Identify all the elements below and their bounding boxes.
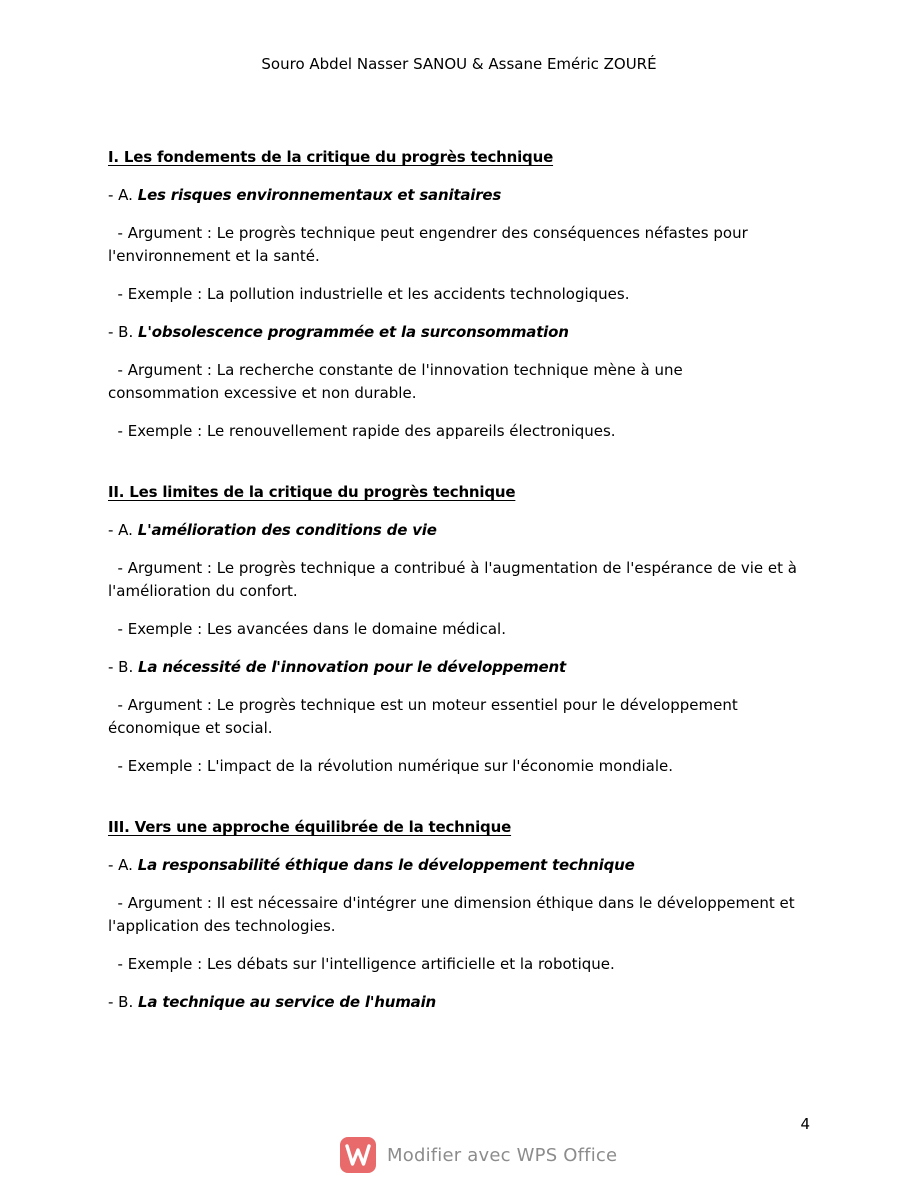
example-paragraph: - Exemple : Le renouvellement rapide des appareils électroniques. — [108, 422, 616, 440]
section-1 — [108, 146, 798, 443]
subsection-title: L'obsolescence programmée et la surconsommation — [138, 323, 569, 341]
subsection-prefix: - B. — [108, 323, 139, 341]
subsection-heading — [108, 656, 798, 679]
argument-paragraph: - Argument : La recherche constante de l'innovation technique mène à une consommation excessive et non durable. — [108, 361, 688, 402]
section-title: I. Les fondements de la critique du progrès technique — [108, 148, 554, 166]
section-3 — [108, 816, 798, 1014]
argument-paragraph: - Argument : Le progrès technique peut engendrer des conséquences néfastes pour l'environnement et la santé. — [108, 224, 753, 265]
example-paragraph: - Exemple : Les débats sur l'intelligence artificielle et la robotique. — [108, 955, 615, 973]
example-paragraph: - Exemple : Les avancées dans le domaine médical. — [108, 620, 506, 638]
page-number: 4 — [800, 1115, 810, 1133]
subsection-title: La technique au service de l'humain — [138, 993, 436, 1011]
example-paragraph: - Exemple : La pollution industrielle et les accidents technologiques. — [108, 285, 630, 303]
argument-paragraph: - Argument : Le progrès technique a contribué à l'augmentation de l'espérance de vie et à l'amélioration du confort. — [108, 559, 802, 600]
subsection-title: La responsabilité éthique dans le développement technique — [137, 856, 635, 874]
argument-paragraph: - Argument : Le progrès technique est un moteur essentiel pour le développement économique et social. — [108, 696, 743, 737]
subsection-heading — [108, 854, 798, 877]
subsection-title: Les risques environnementaux et sanitaires — [137, 186, 502, 204]
wps-logo-icon — [340, 1137, 376, 1173]
subsection-heading — [108, 519, 798, 542]
subsection-title: L'amélioration des conditions de vie — [137, 521, 437, 539]
wps-edit-badge[interactable] — [340, 1137, 617, 1173]
argument-paragraph: - Argument : Il est nécessaire d'intégrer une dimension éthique dans le développement et l'application des technologies. — [108, 894, 800, 935]
subsection-prefix: - B. — [108, 993, 139, 1011]
subsection-prefix: - B. — [108, 658, 139, 676]
section-title: II. Les limites de la critique du progrès technique — [108, 483, 516, 501]
wps-badge-label: Modifier avec WPS Office — [387, 1144, 618, 1166]
document-body — [108, 146, 802, 1029]
subsection-heading — [108, 991, 798, 1014]
section-2 — [108, 481, 802, 778]
subsection-heading — [108, 321, 798, 344]
subsection-title: La nécessité de l'innovation pour le développement — [138, 658, 566, 676]
example-paragraph: - Exemple : L'impact de la révolution numérique sur l'économie mondiale. — [108, 757, 673, 775]
subsection-prefix: - A. — [108, 856, 138, 874]
subsection-prefix: - A. — [108, 521, 138, 539]
section-title: III. Vers une approche équilibrée de la technique — [108, 818, 512, 836]
subsection-prefix: - A. — [108, 186, 138, 204]
authors-line: Souro Abdel Nasser SANOU & Assane Eméric ZOURÉ — [261, 55, 657, 73]
subsection-heading — [108, 184, 798, 207]
page-header — [0, 54, 918, 74]
